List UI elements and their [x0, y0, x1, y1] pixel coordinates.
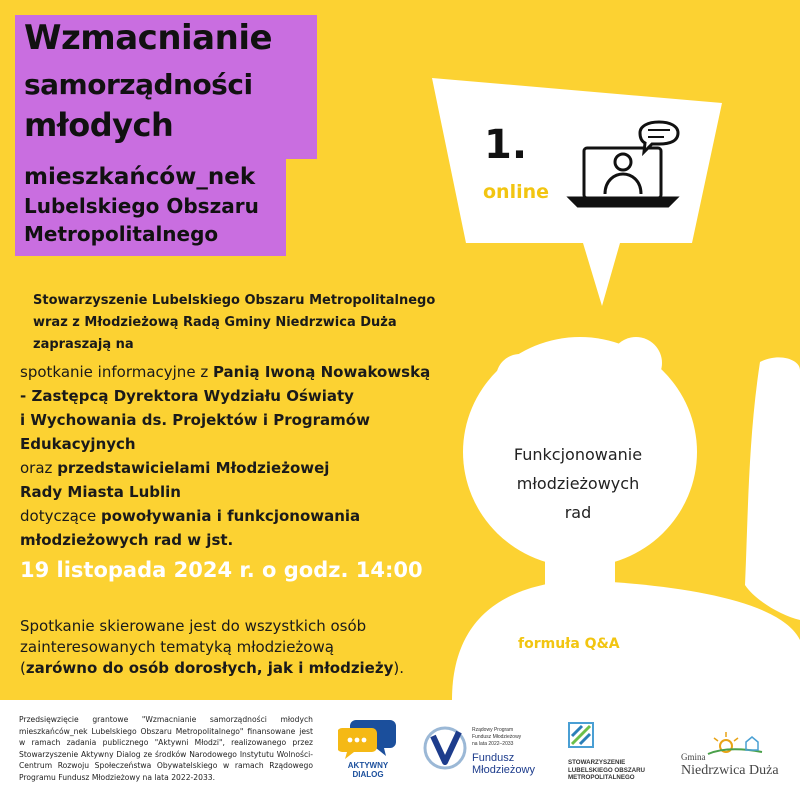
lom-line-2: LUBELSKIEGO OBSZARU	[568, 766, 646, 774]
fundusz-small-text	[472, 727, 521, 748]
council-1: przedstawicielami Młodzieżowej	[57, 459, 330, 477]
aktywny-dialog-label	[338, 761, 398, 779]
gmina-label-2: Niedrzwica Duża	[681, 763, 779, 778]
format-label: formuła Q&A	[518, 636, 620, 652]
topic-2: młodzieżowych rad w jst.	[20, 531, 234, 549]
fundusz-mlodziezowy-logo	[423, 726, 467, 770]
speaker-role-1: - Zastępcą Dyrektora Wydziału Oświaty	[20, 387, 354, 405]
gmina-label-1: Gmina	[681, 752, 706, 762]
aktywny-dialog-line-2: DIALOG	[352, 770, 384, 779]
organizers-line-1: Stowarzyszenie Lubelskiego Obszaru Metropolitalnego	[33, 293, 436, 308]
topic-1: powoływania i funkcjonowania	[101, 507, 361, 525]
aktywny-dialog-line-1: AKTYWNY	[347, 761, 389, 770]
council-2: Rady Miasta Lublin	[20, 483, 181, 501]
silhouette-topic	[498, 440, 658, 527]
audience-paren-close: ).	[393, 659, 404, 677]
audience-paren-open: (	[20, 659, 26, 677]
organizers	[33, 290, 453, 356]
lom-line-1: STOWARZYSZENIE	[568, 759, 626, 766]
title-line-6: Metropolitalnego	[24, 222, 219, 246]
audience-note	[20, 616, 460, 679]
title-line-1: Wzmacnianie	[24, 18, 273, 58]
fundusz-name	[472, 752, 535, 776]
fundusz-name-1: Fundusz	[472, 752, 515, 764]
topic-line-2: młodzieżowych	[516, 474, 640, 493]
body-text-2: oraz	[20, 459, 58, 477]
topic-line-3: rad	[564, 503, 592, 522]
session-mode: online	[483, 181, 550, 203]
invitation-body	[20, 360, 480, 552]
fundusz-small-2: Fundusz Młodzieżowy	[472, 734, 522, 740]
organizers-line-2: wraz z Młodzieżową Radą Gminy Niedrzwica Duża	[33, 315, 397, 330]
audience-line-2: zainteresowanych tematyką młodzieżową	[20, 638, 334, 656]
organizers-line-3: zapraszają na	[33, 337, 134, 352]
session-number: 1.	[484, 122, 528, 168]
gmina-niedrzwica-logo	[700, 730, 770, 758]
fundusz-small-1: Rządowy Program	[472, 727, 514, 733]
footer-funding-text: Przedsięwzięcie grantowe "Wzmacnianie samorządności młodych mieszkańców_nek Lubelskiego Obszaru Metropolitalnego" finansowane jest w ramach zadania publicznego "Aktywni Młodzi", realizowanego przez Stowarzyszenie Aktywny Dialog ze środków Narodowego Instytutu Wolności- Centrum Rozwoju Społeczeństwa Obywatelskiego w ramach Rządowego Programu Fundusz Młodzieżowy na lata 2022-2033.	[19, 715, 313, 782]
title-line-4: mieszkańców_nek	[24, 164, 256, 190]
title-line-5: Lubelskiego Obszaru	[24, 194, 259, 218]
topic-line-1: Funkcjonowanie	[513, 445, 643, 464]
body-text-3: dotyczące	[20, 507, 102, 525]
title-line-3: młodych	[24, 106, 174, 144]
audience-bold: zarówno do osób dorosłych, jak i młodzieży	[25, 659, 394, 677]
lom-line-3: METROPOLITALNEGO	[568, 774, 635, 781]
speaker-role-2: i Wychowania ds. Projektów i Programów Edukacyjnych	[20, 411, 370, 453]
stowarzyszenie-lom-logo	[568, 722, 594, 748]
speaker-name: Panią Iwoną Nowakowską	[212, 363, 431, 381]
fundusz-small-3: na lata 2022–2033	[472, 741, 514, 747]
stowarzyszenie-lom-label	[568, 759, 645, 782]
event-date: 19 listopada 2024 r. o godz. 14:00	[20, 558, 423, 582]
audience-line-1: Spotkanie skierowane jest do wszystkich osób	[20, 617, 367, 635]
aktywny-dialog-logo	[338, 716, 398, 766]
speech-bubble	[432, 78, 722, 306]
body-text-1: spotkanie informacyjne z	[20, 363, 213, 381]
fundusz-name-2: Młodzieżowy	[472, 764, 535, 776]
title-line-2: samorządności	[24, 68, 253, 101]
